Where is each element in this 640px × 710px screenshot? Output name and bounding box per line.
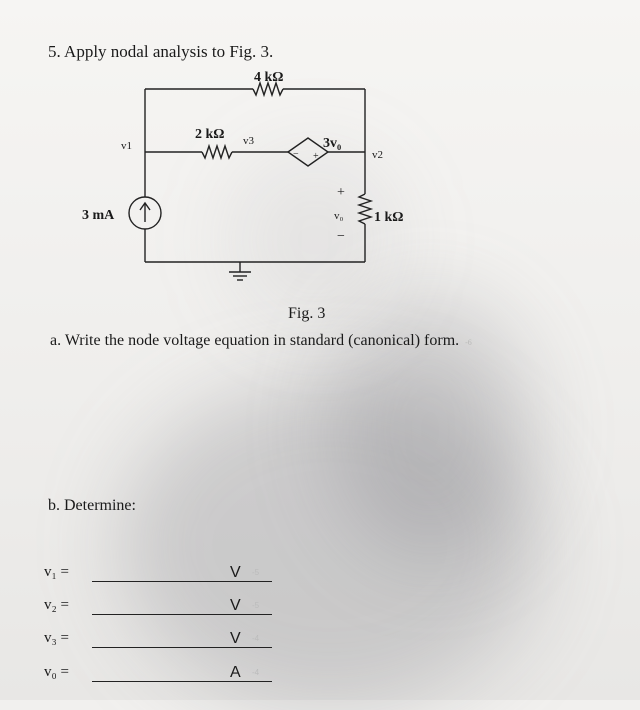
label-dependent-source: 3v₀ [323, 136, 342, 151]
answer-points: -5 [252, 568, 260, 577]
part-b-heading: b. Determine: [48, 497, 136, 514]
answer-unit: V [230, 597, 241, 614]
answer-variable: v₂ = [44, 597, 69, 613]
answer-unit: A [230, 664, 241, 681]
answer-variable: v₃ = [44, 630, 69, 646]
answer-variable: v₀ = [44, 664, 69, 680]
answer-variable: v₁ = [44, 564, 69, 580]
answer-points: -4 [252, 668, 260, 677]
answer-points: -5 [252, 601, 260, 610]
label-2k: 2 kΩ [195, 127, 225, 142]
part-a-text: a. Write the node voltage equation in standard (canonical) form. [50, 332, 460, 349]
answer-points: -4 [252, 634, 260, 643]
answer-blank[interactable] [92, 614, 272, 615]
node-v3-label: v3 [243, 135, 254, 147]
dep-minus: − [293, 149, 299, 160]
vo-plus: + [337, 185, 345, 200]
answer-unit: V [230, 630, 241, 647]
resistor-2k [202, 146, 232, 158]
vo-minus: − [337, 229, 345, 244]
label-3ma: 3 mA [82, 208, 115, 223]
node-v1-label: v1 [121, 140, 132, 152]
answer-blank[interactable] [92, 581, 272, 582]
answer-blank[interactable] [92, 681, 272, 682]
figure-caption: Fig. 3 [288, 305, 326, 322]
label-4k: 4 kΩ [254, 70, 284, 85]
resistor-1k [359, 194, 371, 224]
node-v2-label: v2 [372, 149, 383, 161]
vo-label: v₀ [334, 210, 344, 222]
part-a-points: -6 [465, 338, 472, 347]
problem-title: 5. Apply nodal analysis to Fig. 3. [48, 42, 274, 61]
answer-unit: V [230, 564, 241, 581]
label-1k: 1 kΩ [374, 210, 404, 225]
answer-blank[interactable] [92, 647, 272, 648]
part-a-question [50, 332, 472, 350]
dep-plus: + [313, 151, 319, 162]
